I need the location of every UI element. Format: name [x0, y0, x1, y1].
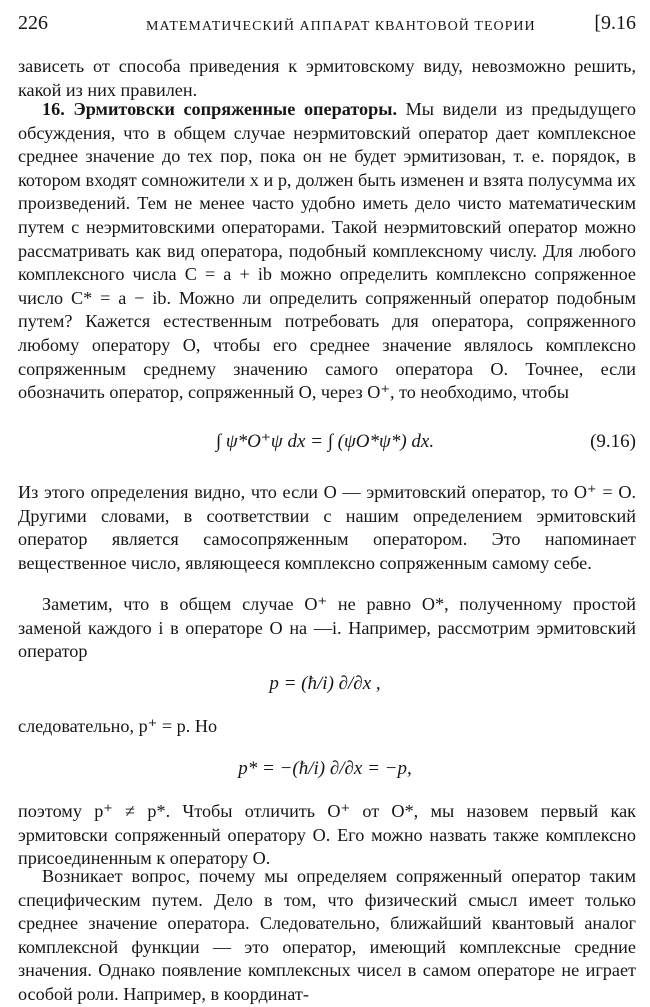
equation-p-operator: p = (ħ/i) ∂/∂x ,	[269, 673, 381, 694]
paragraph-remark: Заметим, что в общем случае O⁺ не равно O*, полученному простой заменой каждого i в операторе O на —i. Например, рассмотрим эрмитовский оператор	[18, 594, 636, 662]
section-body: Мы видели из предыдущего обсуждения, что в общем случае неэрмитовский оператор дает комплексное среднее значение до тех пор, пока он не будет эрмитизован, т. е. порядок, в котором входят сомножители x и p, должен быть изменен и взята полусумма их произведений. Тем не менее часто удобно иметь дело чисто математическим путем с неэрмитовскими операторами. Такой неэрмитовский оператор можно рассматривать как вид оператора, подобный комплексному числу. Для любого комплексного числа C = a + ib можно определить комплексно сопряженное число C* = a − ib. Можно ли определить сопряженный оператор подобным путем? Кажется естественным потребовать для оператора, сопряженного любому оператору O, чтобы его среднее значение являлось комплексно сопряженным среднему значению самого оператора O. Точнее, если обозначить оператор, сопряженный O, через O⁺, то необходимо, чтобы	[18, 99, 636, 403]
paragraph-hence: следовательно, p⁺ = p. Но	[18, 716, 218, 736]
paragraph-question: Возникает вопрос, почему мы определяем сопряженный оператор таким специфическим путем. Дело в том, что физический смысл имеет только среднее значение оператора. Следовательно, ближайший квантовый аналог комплексной функции — это оператор, имеющий комплексные средние значения. Однако появление комплексных чисел в самом операторе не играет особой роли. Например, в координат-	[18, 866, 636, 1004]
paragraph-continued: зависеть от способа приведения к эрмитовскому виду, невозможно решить, какой из них правилен.	[18, 56, 636, 100]
page-number: 226	[18, 12, 48, 34]
equation-9-16: ∫ ψ*O⁺ψ dx = ∫ (ψO*ψ*) dx.	[215, 431, 435, 452]
paragraph-definition: Из этого определения видно, что если O — эрмитовский оператор, то O⁺ = O. Другими словами, в соответствии с нашим определением эрмитовский оператор является самосопряженным оператором. Это напоминает вещественное число, являющееся комплексно сопряженным самому себе.	[18, 482, 636, 573]
section-reference: [9.16	[594, 12, 636, 34]
section-heading: 16. Эрмитовски сопряженные операторы.	[42, 99, 397, 119]
running-title: МАТЕМАТИЧЕСКИЙ АППАРАТ КВАНТОВОЙ ТЕОРИИ	[146, 19, 536, 34]
running-header	[18, 12, 636, 38]
equation-number: (9.16)	[590, 431, 636, 452]
paragraph-therefore: поэтому p⁺ ≠ p*. Чтобы отличить O⁺ от O*, мы назовем первый как эрмитовски сопряженный оператору O. Его можно назвать также комплексно присоединенным к оператору O.	[18, 801, 636, 869]
equation-p-conjugate: p* = −(ħ/i) ∂/∂x = −p,	[238, 758, 412, 779]
section-paragraph	[18, 98, 636, 405]
